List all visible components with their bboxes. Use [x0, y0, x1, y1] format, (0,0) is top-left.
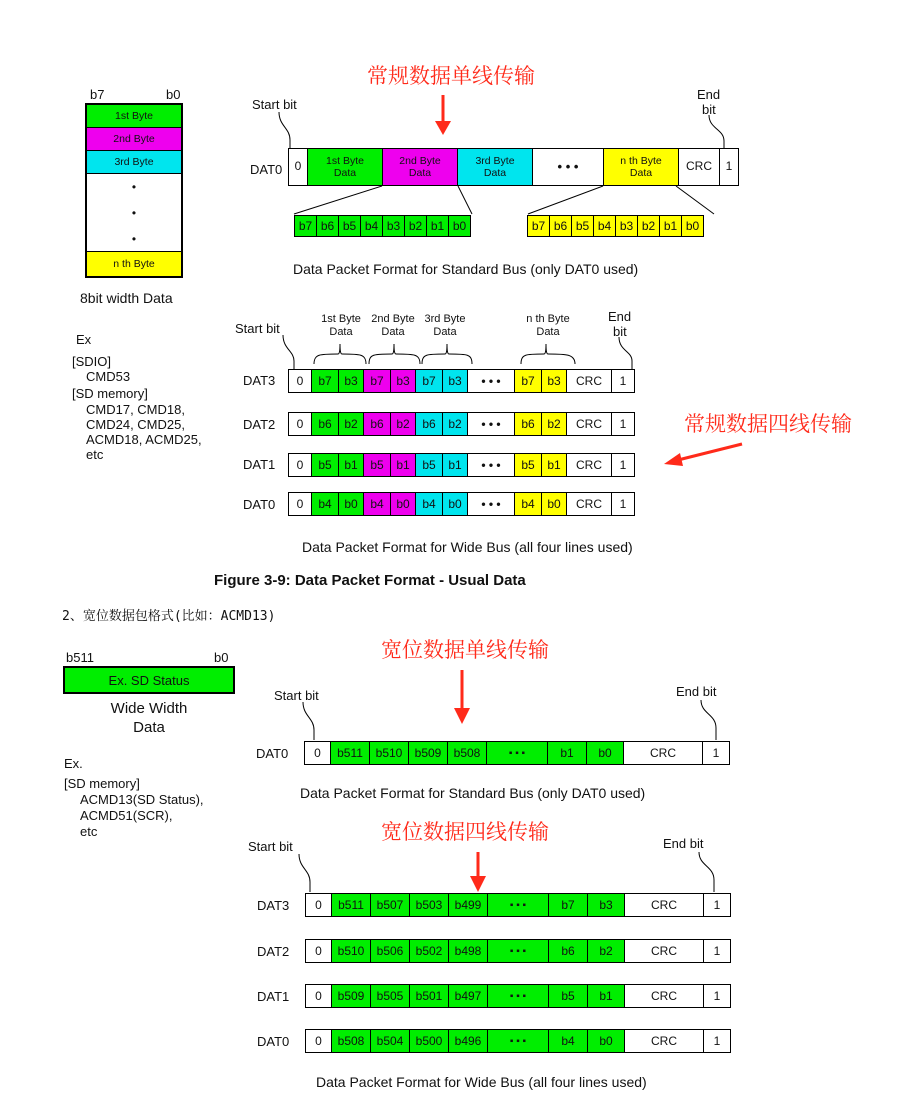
start-bit-cell: 0 — [288, 148, 308, 186]
end-bit-cell: 1 — [611, 412, 635, 436]
bit-cell: b511 — [331, 893, 371, 917]
line-label-dat0: DAT0 — [250, 162, 283, 177]
bit-cell: b504 — [370, 1029, 410, 1053]
wide-four-caption: Data Packet Format for Wide Bus (all four lines used) — [316, 1074, 647, 1090]
start-bit-label: Start bit — [274, 688, 319, 703]
bit-cell: b496 — [448, 1029, 488, 1053]
ellipsis-cell: • • • — [467, 492, 515, 516]
wide-bus-caption: Data Packet Format for Wide Bus (all four lines used) — [302, 539, 633, 555]
wide-data-box: Ex. SD Status — [63, 666, 235, 694]
bit-cell: b2 — [338, 412, 364, 436]
bit-cell: b4 — [360, 215, 383, 237]
group-label-2nd-byte: 2nd Byte Data — [371, 313, 415, 338]
start-bit-pointer — [280, 335, 300, 373]
end-bit-pointer — [698, 700, 722, 742]
expansion-lines — [288, 186, 738, 216]
bit-cell: b0 — [338, 492, 364, 516]
line-label-dat0: DAT0 — [256, 746, 289, 761]
examples-title: Ex. — [64, 756, 83, 771]
wide-data-caption: Wide Width Data — [110, 700, 188, 736]
examples-title: Ex — [76, 332, 92, 347]
ellipsis-cell: ▪ ▪ ▪ — [487, 939, 549, 963]
group-label-nth-byte: n th Byte Data — [526, 313, 570, 338]
examples-line: etc — [80, 824, 98, 839]
bits-expansion-last — [527, 215, 704, 237]
line-label-dat1: DAT1 — [257, 989, 290, 1004]
examples-line: ACMD18, ACMD25, — [86, 432, 202, 447]
bit-cell: b497 — [448, 984, 488, 1008]
byte2-cell: 2nd Byte Data — [382, 148, 458, 186]
bit-cell: b4 — [514, 492, 542, 516]
start-bit-pointer — [296, 854, 316, 894]
start-bit-cell: 0 — [305, 1029, 332, 1053]
ellipsis-cell: • • • — [467, 369, 515, 393]
bit-cell: b503 — [409, 893, 449, 917]
start-bit-cell: 0 — [288, 412, 312, 436]
line-label-dat3: DAT3 — [243, 373, 276, 388]
bit-cell: b511 — [330, 741, 370, 765]
crc-cell: CRC — [678, 148, 720, 186]
bit-cell: b4 — [593, 215, 616, 237]
figure-title: Figure 3-9: Data Packet Format - Usual Data — [214, 572, 526, 589]
line-label-dat2: DAT2 — [257, 944, 290, 959]
bit-cell: b2 — [541, 412, 567, 436]
standard-bus-row — [288, 148, 739, 186]
red-down-arrow-icon — [468, 852, 488, 894]
line-label-dat0: DAT0 — [257, 1034, 290, 1049]
bit-cell: b5 — [311, 453, 339, 477]
start-bit-cell: 0 — [305, 893, 332, 917]
red-down-arrow-icon — [433, 95, 453, 137]
wide-standard-row — [304, 741, 730, 765]
bit-cell: b0 — [442, 492, 468, 516]
stack-msb-label: b7 — [90, 87, 105, 102]
bit-cell: b6 — [415, 412, 443, 436]
bit-cell: b3 — [587, 893, 625, 917]
bit-cell: b3 — [541, 369, 567, 393]
bit-cell: b6 — [311, 412, 339, 436]
examples-line: [SDIO] — [72, 354, 112, 369]
standard-bus-caption: Data Packet Format for Standard Bus (only DAT0 used) — [293, 261, 639, 277]
bit-cell: b3 — [382, 215, 405, 237]
bit-cell: b7 — [527, 215, 550, 237]
crc-cell: CRC — [566, 369, 612, 393]
annotation-wide-single-line: 宽位数据单线传输 — [381, 638, 549, 662]
stack-lsb-label: b0 — [166, 87, 181, 102]
bit-cell: b1 — [426, 215, 449, 237]
bit-cell: b510 — [369, 741, 409, 765]
end-bit-cell: 1 — [719, 148, 739, 186]
bit-cell: b5 — [363, 453, 391, 477]
wide-bus-row-dat3 — [288, 369, 635, 393]
line-label-dat3: DAT3 — [257, 898, 290, 913]
byte3-cell: 3rd Byte Data — [457, 148, 533, 186]
end-bit-label: End bit — [663, 836, 704, 851]
bit-cell: b1 — [390, 453, 416, 477]
bits-expansion-first — [294, 215, 471, 237]
bit-cell: b5 — [514, 453, 542, 477]
end-bit-label: End — [608, 309, 632, 324]
bit-cell: b6 — [316, 215, 339, 237]
bit-cell: b4 — [311, 492, 339, 516]
bit-cell: b2 — [442, 412, 468, 436]
examples-line: CMD17, CMD18, — [86, 402, 185, 417]
examples-line: etc — [86, 447, 104, 462]
end-bit-cell: 1 — [611, 369, 635, 393]
end-bit-cell: 1 — [611, 492, 635, 516]
end-bit-cell: 1 — [703, 939, 731, 963]
bit-cell: b1 — [541, 453, 567, 477]
bit-cell: b498 — [448, 939, 488, 963]
end-bit-cell: 1 — [703, 1029, 731, 1053]
crc-cell: CRC — [624, 984, 704, 1008]
bit-cell: b508 — [331, 1029, 371, 1053]
stack-byte-3: 3rd Byte — [87, 151, 181, 174]
wide-bus-row-dat0 — [288, 492, 635, 516]
bit-cell: b2 — [390, 412, 416, 436]
bit-cell: b0 — [390, 492, 416, 516]
crc-cell: CRC — [624, 1029, 704, 1053]
bit-cell: b500 — [409, 1029, 449, 1053]
section-heading: 2、宽位数据包格式(比如：ACMD13) — [62, 609, 276, 624]
byte-stack — [85, 103, 183, 278]
ellipsis-cell: • • • — [532, 148, 604, 186]
stack-dot: • — [87, 226, 181, 252]
start-bit-pointer — [300, 702, 320, 742]
end-bit-label: End bit — [676, 684, 717, 699]
bit-cell: b6 — [363, 412, 391, 436]
wide-msb-label: b511 — [66, 650, 94, 665]
end-bit-cell: 1 — [611, 453, 635, 477]
crc-cell: CRC — [566, 492, 612, 516]
wide-bus-row-dat1 — [288, 453, 635, 477]
bit-cell: b7 — [415, 369, 443, 393]
examples-line: ACMD51(SCR), — [80, 808, 173, 823]
stack-dot: • — [131, 206, 137, 220]
bit-cell: b7 — [363, 369, 391, 393]
wide-lsb-label: b0 — [214, 650, 229, 665]
end-bit-cell: 1 — [703, 893, 731, 917]
crc-cell: CRC — [623, 741, 703, 765]
bit-cell: b6 — [549, 215, 572, 237]
crc-cell: CRC — [566, 453, 612, 477]
group-label-1st-byte: 1st Byte Data — [321, 313, 361, 338]
ellipsis-cell: ▪ ▪ ▪ — [486, 741, 548, 765]
bit-cell: b0 — [586, 741, 624, 765]
start-bit-cell: 0 — [288, 369, 312, 393]
start-bit-cell: 0 — [288, 453, 312, 477]
bit-cell: b501 — [409, 984, 449, 1008]
byte1-cell: 1st Byte Data — [307, 148, 383, 186]
ellipsis-cell: • • • — [467, 412, 515, 436]
start-bit-cell: 0 — [305, 984, 332, 1008]
ellipsis-cell: ▪ ▪ ▪ — [487, 984, 549, 1008]
line-label-dat2: DAT2 — [243, 417, 276, 432]
bit-cell: b1 — [442, 453, 468, 477]
line-label-dat0: DAT0 — [243, 497, 276, 512]
wide-bus-row-dat2 — [288, 412, 635, 436]
start-bit-pointer — [276, 112, 296, 152]
bit-cell: b506 — [370, 939, 410, 963]
examples-line: [SD memory] — [64, 776, 140, 791]
bit-cell: b508 — [447, 741, 487, 765]
bit-cell: b1 — [547, 741, 587, 765]
bit-cell: b3 — [390, 369, 416, 393]
bit-cell: b2 — [587, 939, 625, 963]
ellipsis-cell: • • • — [467, 453, 515, 477]
line-label-dat1: DAT1 — [243, 457, 276, 472]
bit-cell: b0 — [541, 492, 567, 516]
end-bit-cell: 1 — [703, 984, 731, 1008]
bit-cell: b0 — [587, 1029, 625, 1053]
stack-dot: • — [131, 180, 137, 194]
stack-caption: 8bit width Data — [80, 290, 173, 306]
group-braces — [310, 340, 585, 368]
stack-byte-1: 1st Byte — [87, 105, 181, 128]
bit-cell: b4 — [548, 1029, 588, 1053]
bit-cell: b2 — [637, 215, 660, 237]
bit-cell: b509 — [331, 984, 371, 1008]
bit-cell: b2 — [404, 215, 427, 237]
end-bit-label: bit — [702, 102, 716, 117]
start-bit-cell: 0 — [305, 939, 332, 963]
end-bit-label: bit — [613, 324, 627, 339]
wide-four-row-dat0 — [305, 1029, 731, 1053]
wide-four-row-dat1 — [305, 984, 731, 1008]
bit-cell: b0 — [681, 215, 704, 237]
bit-cell: b7 — [311, 369, 339, 393]
examples-line: ACMD13(SD Status), — [80, 792, 204, 807]
annotation-usual-single-line: 常规数据单线传输 — [367, 64, 535, 88]
bit-cell: b1 — [338, 453, 364, 477]
annotation-wide-four-line: 宽位数据四线传输 — [381, 820, 549, 844]
crc-cell: CRC — [624, 893, 704, 917]
bit-cell: b7 — [548, 893, 588, 917]
bit-cell: b502 — [409, 939, 449, 963]
ellipsis-cell: ▪ ▪ ▪ — [487, 1029, 549, 1053]
stack-byte-2: 2nd Byte — [87, 128, 181, 151]
start-bit-cell: 0 — [288, 492, 312, 516]
bit-cell: b507 — [370, 893, 410, 917]
bit-cell: b510 — [331, 939, 371, 963]
stack-byte-n: n th Byte — [87, 252, 181, 276]
examples-line: CMD53 — [86, 369, 131, 384]
bit-cell: b4 — [415, 492, 443, 516]
start-bit-label: Start bit — [235, 321, 280, 336]
red-left-arrow-icon — [660, 440, 750, 470]
wide-four-row-dat3 — [305, 893, 731, 917]
byte-n-cell: n th Byte Data — [603, 148, 679, 186]
bit-cell: b0 — [448, 215, 471, 237]
bit-cell: b4 — [363, 492, 391, 516]
bit-cell: b1 — [587, 984, 625, 1008]
bit-cell: b6 — [548, 939, 588, 963]
bit-cell: b3 — [442, 369, 468, 393]
bit-cell: b5 — [571, 215, 594, 237]
end-bit-cell: 1 — [702, 741, 730, 765]
start-bit-label: Start bit — [248, 839, 293, 854]
end-bit-pointer — [616, 337, 640, 373]
bit-cell: b7 — [514, 369, 542, 393]
bit-cell: b5 — [415, 453, 443, 477]
bit-cell: b6 — [514, 412, 542, 436]
bit-cell: b1 — [659, 215, 682, 237]
examples-line: [SD memory] — [72, 386, 148, 401]
bit-cell: b5 — [548, 984, 588, 1008]
wide-four-row-dat2 — [305, 939, 731, 963]
annotation-usual-four-line: 常规数据四线传输 — [684, 412, 852, 436]
bit-cell: b499 — [448, 893, 488, 917]
end-bit-label: End — [697, 87, 721, 102]
bit-cell: b3 — [338, 369, 364, 393]
bit-cell: b3 — [615, 215, 638, 237]
crc-cell: CRC — [566, 412, 612, 436]
ellipsis-cell: ▪ ▪ ▪ — [487, 893, 549, 917]
end-bit-pointer — [696, 852, 720, 894]
bit-cell: b505 — [370, 984, 410, 1008]
group-label-3rd-byte: 3rd Byte Data — [424, 313, 466, 338]
crc-cell: CRC — [624, 939, 704, 963]
start-bit-cell: 0 — [304, 741, 331, 765]
red-down-arrow-icon — [452, 670, 472, 726]
start-bit-label: Start bit — [252, 97, 297, 112]
bit-cell: b7 — [294, 215, 317, 237]
bit-cell: b509 — [408, 741, 448, 765]
examples-line: CMD24, CMD25, — [86, 417, 185, 432]
bit-cell: b5 — [338, 215, 361, 237]
wide-standard-caption: Data Packet Format for Standard Bus (only DAT0 used) — [300, 785, 646, 801]
